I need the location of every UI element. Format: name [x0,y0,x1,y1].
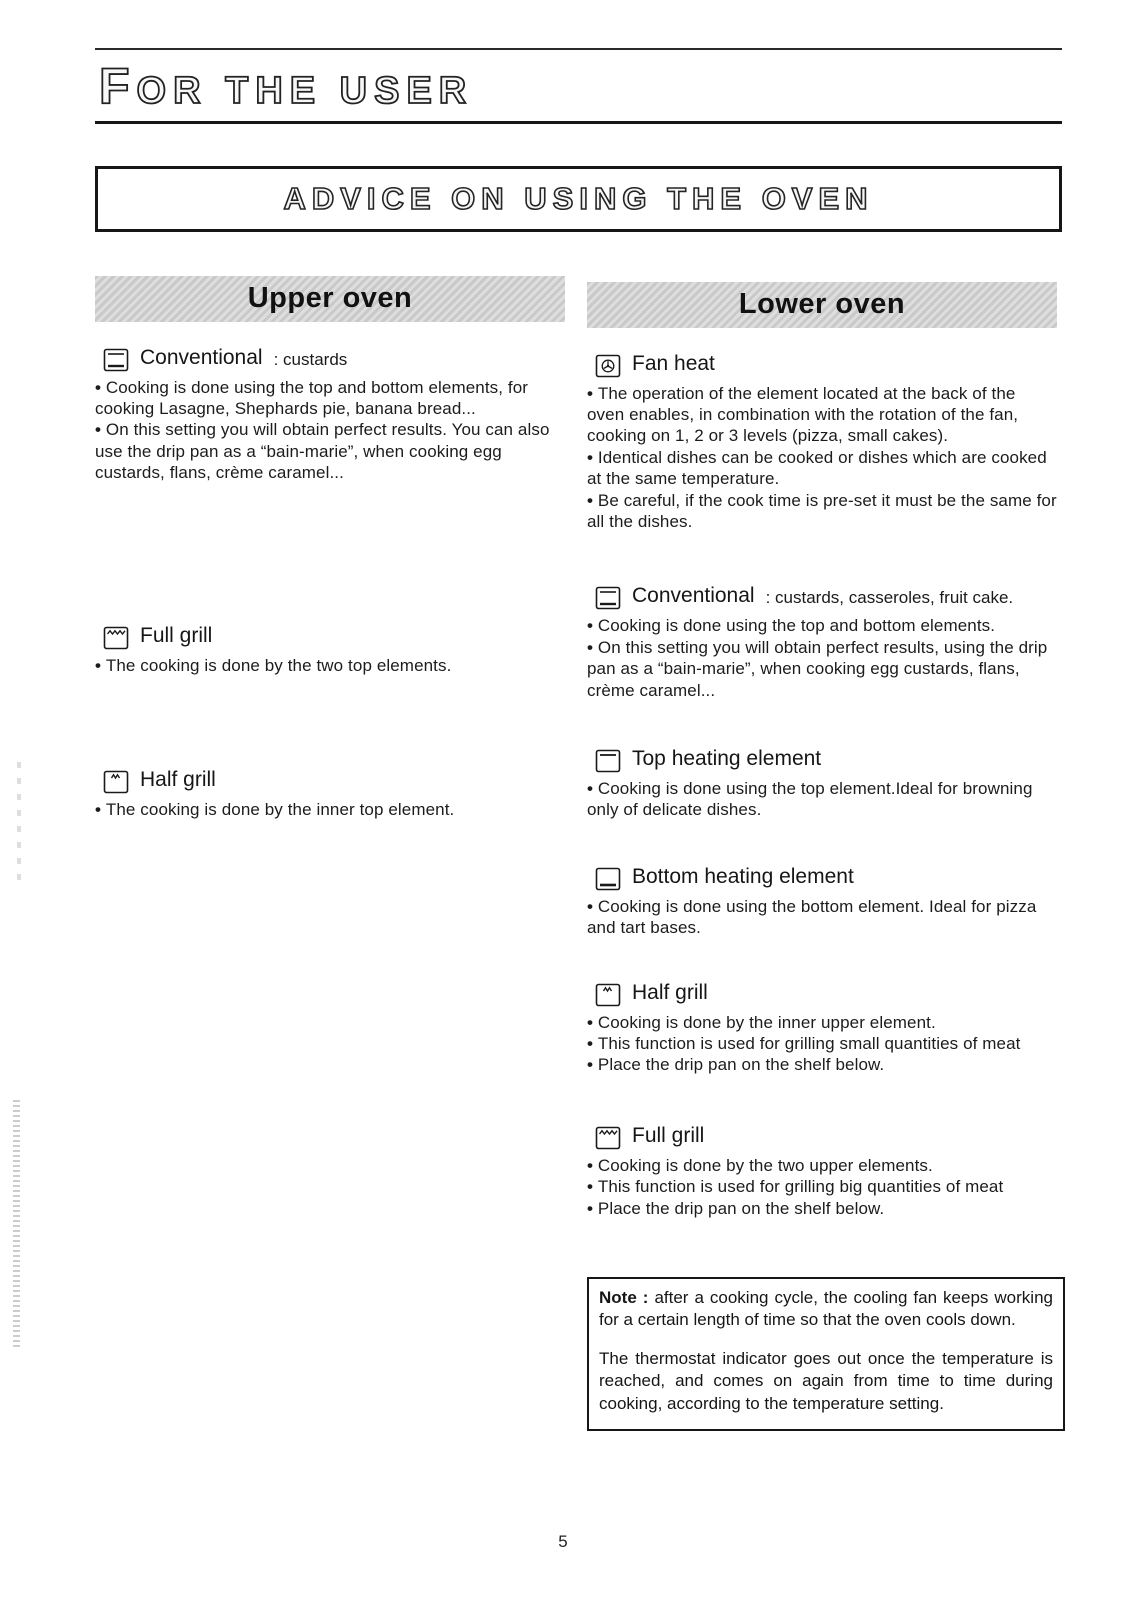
note-paragraph-2: The thermostat indicator goes out once the temperature is reached, and comes on again from time to time during cooking, according to the temperature setting. [599,1348,1053,1413]
bullet-item: • Cooking is done using the bottom element. Ideal for pizza and tart bases. [587,896,1057,939]
section-lower-fan-heat [587,352,1057,533]
section-heading [587,981,1057,1005]
function-suffix: : custards [273,349,348,369]
upper-oven-title: Upper oven [247,282,413,314]
bullet-item: • The cooking is done by the inner top element. [95,799,565,820]
bullet-item: • Cooking is done by the two upper elements. [587,1155,1057,1176]
half-grill-icon [103,770,129,794]
section-lower-half-grill [587,981,1057,1076]
upper-oven-header [95,276,565,322]
section-lower-conventional [587,584,1057,701]
function-title: Bottom heating element [632,864,854,888]
section-heading [587,584,1057,608]
bullet-list [587,615,1057,701]
function-title: Full grill [140,623,213,647]
upper-oven-column [95,276,565,1432]
fan-heat-icon [595,354,621,378]
bullet-item: • On this setting you will obtain perfect results. You can also use the drip pan as a “bain-marie”, when cooking egg custards, flans, crème caramel... [95,419,565,483]
conventional-oven-icon [103,348,129,372]
bullet-item: • This function is used for grilling big quantities of meat [587,1176,1057,1197]
section-lower-top-heating-element [587,747,1057,821]
function-title: Half grill [140,767,216,791]
bullet-list [95,655,565,676]
section-heading [587,1124,1057,1148]
function-title: Full grill [632,1123,705,1147]
conventional-oven-icon [595,586,621,610]
section-heading [587,747,1057,771]
bullet-item: • Place the drip pan on the shelf below. [587,1198,1057,1219]
header-rule [95,121,1062,124]
bullet-list [587,896,1057,939]
bullet-item: • Place the drip pan on the shelf below. [587,1054,1057,1075]
section-lower-full-grill [587,1124,1057,1219]
half-grill-icon [595,983,621,1007]
bullet-item: • On this setting you will obtain perfect results, using the drip pan as a “bain-marie”, when cooking egg custards, flans, crème caramel... [587,637,1057,701]
note-box [587,1277,1065,1431]
full-grill-icon [103,626,129,650]
full-grill-icon [595,1126,621,1150]
lower-oven-column [587,276,1057,1432]
lower-oven-title: Lower oven [738,288,906,320]
note-text-1: after a cooking cycle, the cooling fan keeps working for a certain length of time so that the oven cools down. [599,1288,1053,1330]
bullet-item: • Cooking is done using the top and bottom elements, for cooking Lasagne, Shephards pie, banana bread... [95,377,565,420]
page-header [95,48,1062,113]
page-number: 5 [558,1532,568,1551]
function-title: Conventional [140,345,263,369]
page-title: FOR THE USER [99,58,474,114]
bullet-item: • This function is used for grilling small quantities of meat [587,1033,1057,1054]
section-upper-half-grill [95,768,565,820]
scan-artifact [13,1100,20,1350]
scan-artifact [17,762,21,882]
bullet-item: • The cooking is done by the two top elements. [95,655,565,676]
advice-banner [95,166,1062,232]
function-suffix: : custards, casseroles, fruit cake. [765,588,1014,608]
bullet-item: • Be careful, if the cook time is pre-set it must be the same for all the dishes. [587,490,1057,533]
section-upper-full-grill [95,624,565,676]
bullet-item: • The operation of the element located at the back of the oven enables, in combination with the rotation of the fan, cooking on 1, 2 or 3 levels (pizza, small cakes). [587,383,1057,447]
function-title: Top heating element [632,746,822,770]
banner-title: ADVICE ON USING THE OVEN [283,180,874,216]
function-title: Half grill [632,980,708,1004]
bullet-list [587,1155,1057,1219]
note-label: Note : [599,1288,649,1308]
bullet-list [95,799,565,820]
bullet-item: • Identical dishes can be cooked or dishes which are cooked at the same temperature. [587,447,1057,490]
bullet-list [95,377,565,484]
lower-oven-header [587,282,1057,328]
bullet-item: • Cooking is done by the inner upper element. [587,1012,1057,1033]
bullet-item: • Cooking is done using the top element.Ideal for browning only of delicate dishes. [587,778,1057,821]
section-heading [587,865,1057,889]
two-column-layout [95,276,1062,1432]
section-lower-bottom-heating-element [587,865,1057,939]
function-title: Conventional [632,584,755,608]
bullet-list [587,383,1057,533]
note-paragraph-1 [599,1287,1053,1332]
bottom-heating-element-icon [595,867,621,891]
section-upper-conventional [95,346,565,484]
top-heating-element-icon [595,749,621,773]
bullet-list [587,778,1057,821]
section-heading [95,768,565,792]
bullet-item: • Cooking is done using the top and bottom elements. [587,615,1057,636]
function-title: Fan heat [632,351,715,375]
section-heading [95,624,565,648]
bullet-list [587,1012,1057,1076]
section-heading [587,352,1057,376]
section-heading [95,346,565,370]
